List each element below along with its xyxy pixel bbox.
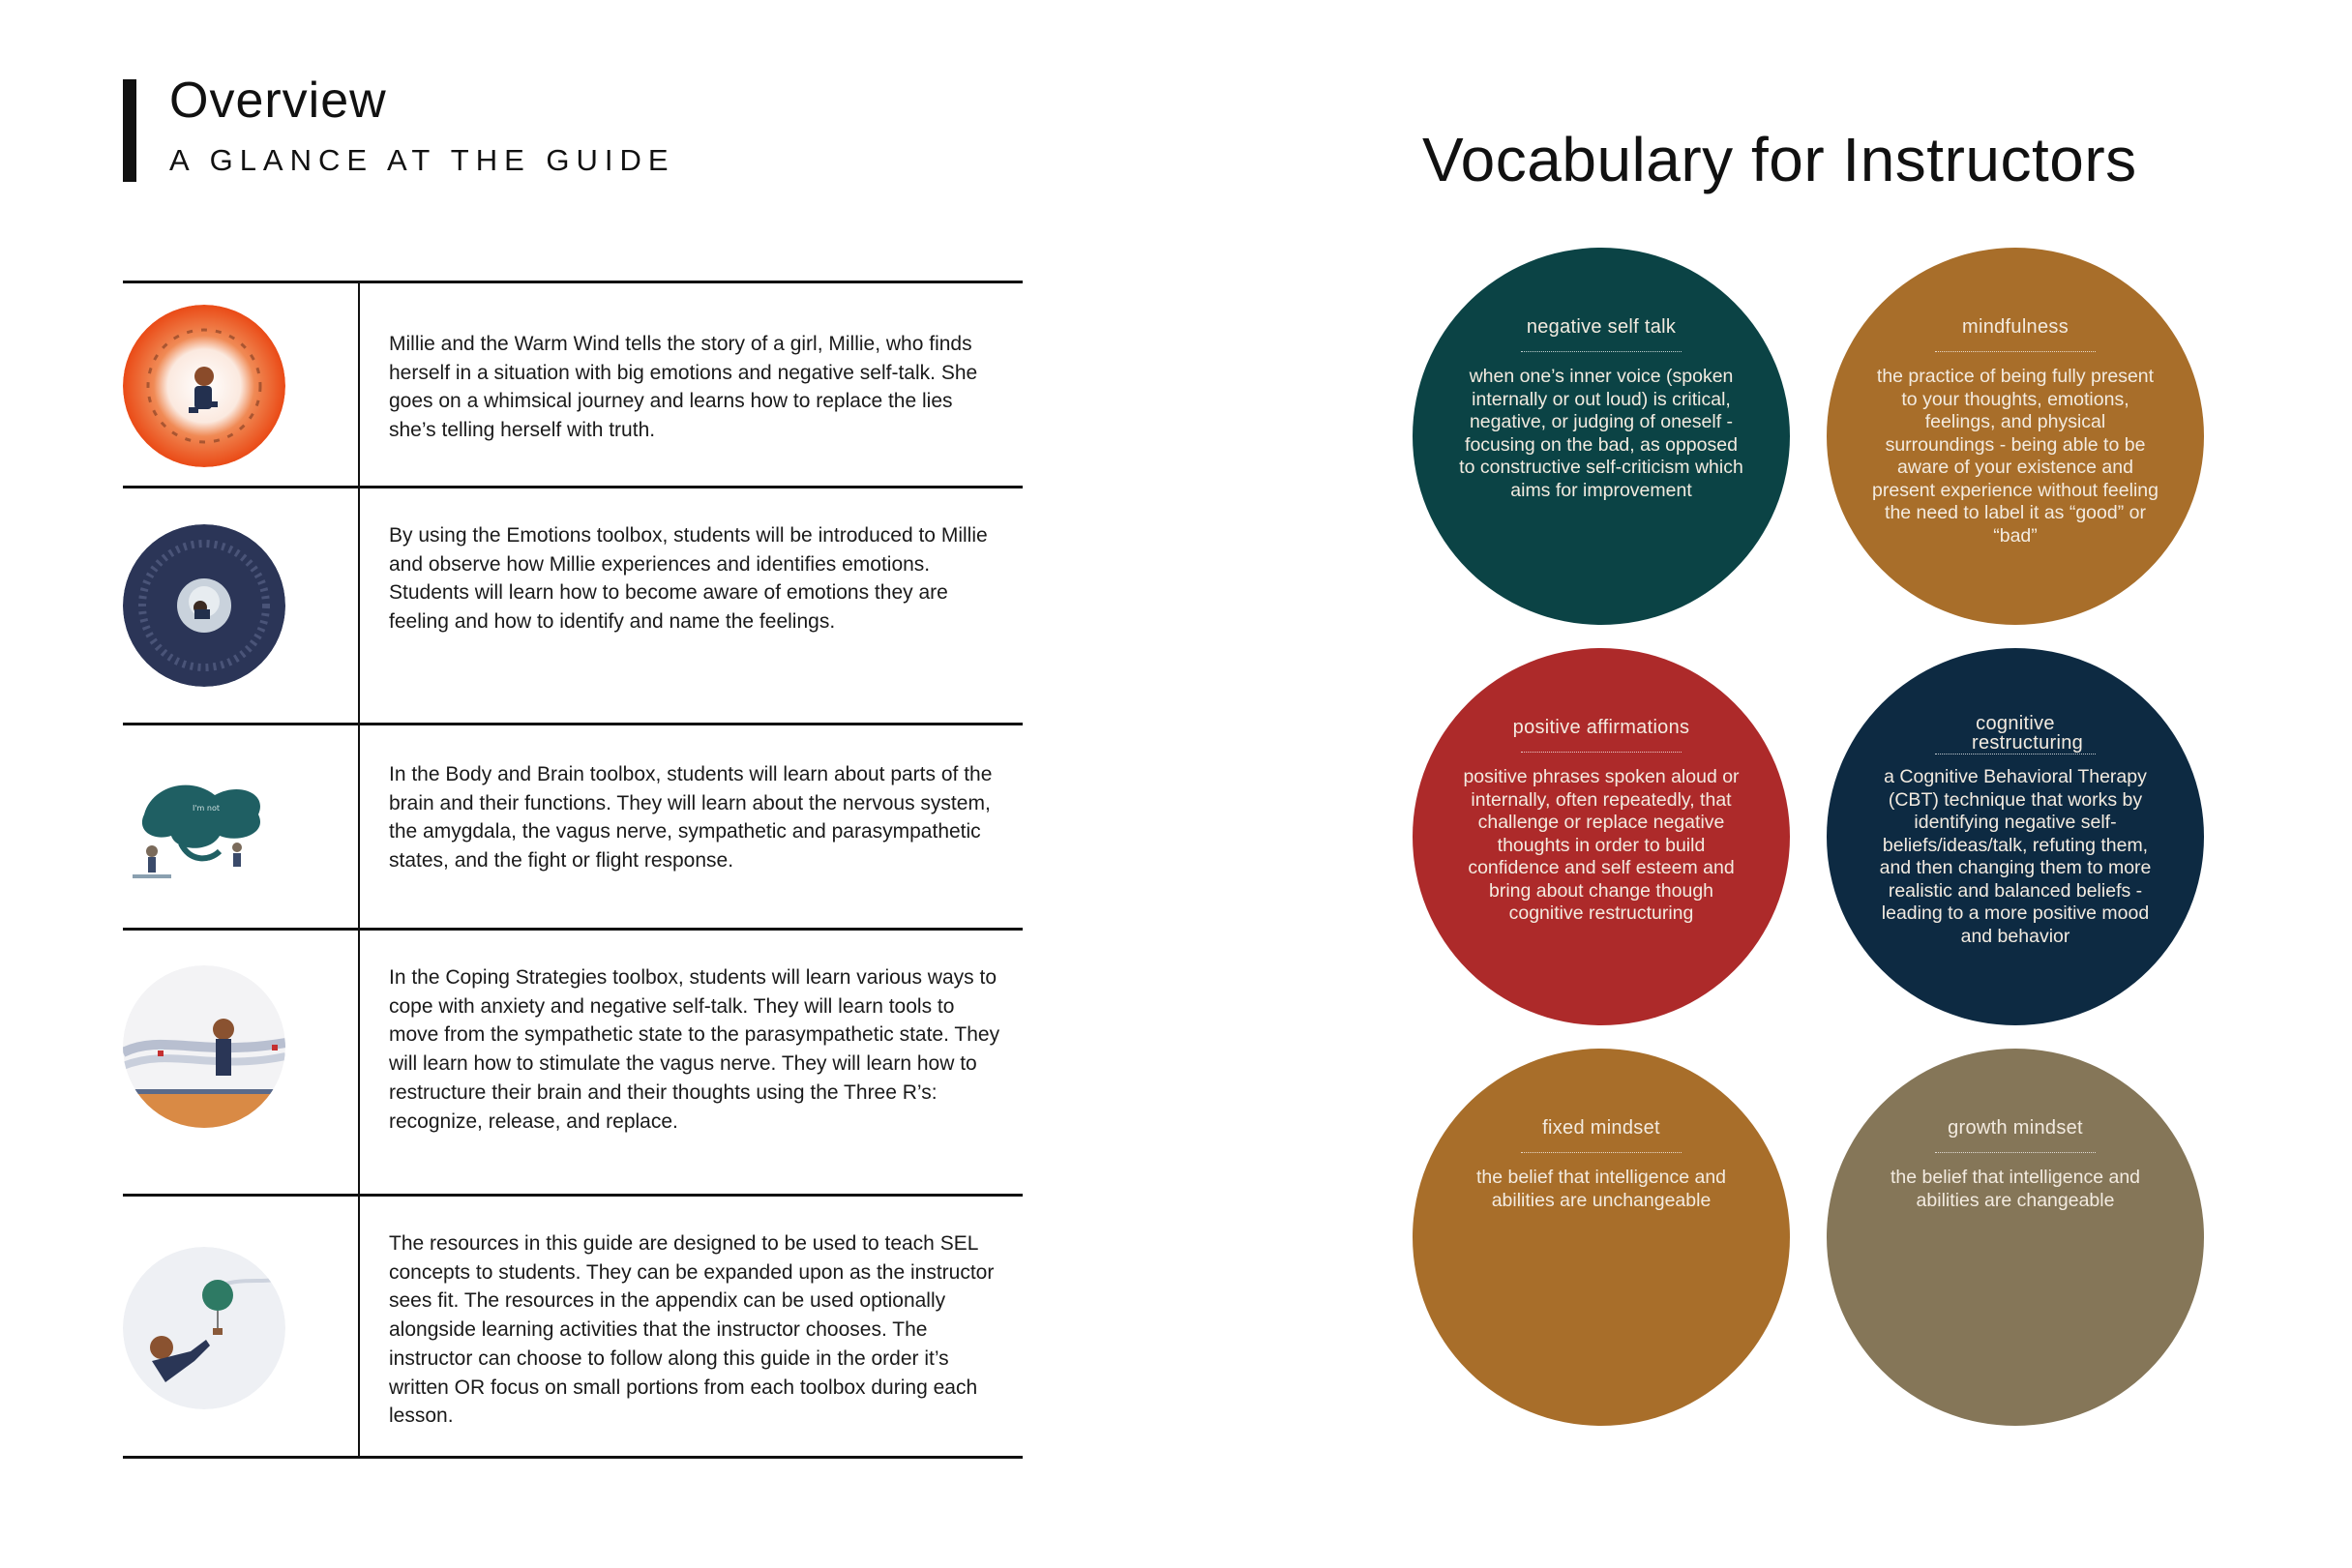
vocab-definition: the belief that intelligence and abilities are unchangeable	[1475, 1167, 1727, 1211]
page-subtitle: A GLANCE AT THE GUIDE	[169, 143, 675, 177]
overview-table	[123, 281, 1023, 1459]
overview-row-coping	[123, 928, 1023, 1194]
row-divider	[358, 283, 360, 486]
vocab-definition: a Cognitive Behavioral Therapy (CBT) technique that works by identifying negative self-beliefs/ideas/talk, refuting them, and then changing them to more realistic and balanced beliefs - leading to a more positive mood and behavior	[1879, 766, 2152, 947]
row-divider	[358, 725, 360, 928]
vocab-divider	[1521, 752, 1682, 753]
header-accent-bar	[123, 79, 136, 182]
vocab-definition: the belief that intelligence and abilities are changeable	[1890, 1167, 2141, 1211]
emotions-toolbox-illustration	[123, 524, 285, 687]
row-divider	[358, 931, 360, 1194]
vocab-circle-positive-affirmations	[1413, 648, 1790, 1025]
vocab-divider	[1935, 351, 2096, 352]
vocab-term: positive affirmations	[1512, 717, 1690, 738]
vocab-divider	[1521, 351, 1682, 352]
overview-row-emotions	[123, 486, 1023, 723]
coping-strategies-toolbox-illustration	[123, 965, 285, 1128]
vocab-definition: positive phrases spoken aloud or internally, often repeatedly, that challenge or replace negative thoughts in order to build confidence and self esteem and bring about change though cognitive restructuring	[1463, 766, 1740, 924]
vocab-term: fixed mindset	[1542, 1117, 1660, 1139]
vocab-term: mindfulness	[1961, 316, 2069, 338]
vocab-definition: when one’s inner voice (spoken internally or out loud) is critical, negative, or judging of oneself - focusing on the bad, as opposed to constructive self-criticism which aims for improvement	[1459, 366, 1743, 501]
vocabulary-title: Vocabulary for Instructors	[1422, 125, 2137, 194]
vocab-circle-negative-self-talk	[1413, 248, 1790, 625]
overview-row-resources	[123, 1194, 1023, 1459]
vocab-circle-cognitive-restructuring	[1827, 648, 2204, 1025]
overview-row-text: The resources in this guide are designed to be used to teach SEL concepts to students. They can be expanded upon as the instructor sees fit. The resources in the appendix can be used optionally alongside learning activities that the instructor chooses. The instructor can choose to follow along this guide in the order it’s written OR focus on small portions from each toolbox during each lesson.	[389, 1232, 995, 1428]
row-divider	[358, 488, 360, 723]
overview-row-text: In the Coping Strategies toolbox, students will learn various ways to cope with anxiety and negative self-talk. They will learn tools to move from the sympathetic state to the parasympathetic state. They will learn how to stimulate the vagus nerve. They will learn how to restructure their brain and their thoughts using the Three R’s: recognize, release, and replace.	[389, 966, 1000, 1133]
millie-warm-wind-illustration	[123, 305, 285, 467]
overview-row-text: Millie and the Warm Wind tells the story of a girl, Millie, who finds herself in a situation with big emotions and negative self-talk. She goes on a whimsical journey and learns how to replace the lies she’s telling herself with truth.	[389, 333, 978, 442]
vocab-circle-mindfulness	[1827, 248, 2204, 625]
vocab-term: cognitive restructuring	[1972, 713, 2084, 754]
overview-row-text: In the Body and Brain toolbox, students will learn about parts of the brain and their functions. They will learn about the nervous system, the amygdala, the vagus nerve, sympathetic and parasympathetic states, and the fight or flight response.	[389, 763, 993, 873]
row-divider	[358, 1197, 360, 1456]
overview-row-body-brain	[123, 723, 1023, 928]
balloon-resources-illustration	[123, 1247, 285, 1409]
svg-text:I'm not: I'm not	[193, 804, 220, 813]
vocab-term: negative self talk	[1526, 316, 1677, 338]
body-brain-toolbox-illustration	[123, 747, 278, 909]
overview-row-story	[123, 281, 1023, 486]
page-title: Overview	[169, 73, 387, 129]
vocab-circle-fixed-mindset	[1413, 1049, 1790, 1426]
vocab-circle-growth-mindset	[1827, 1049, 2204, 1426]
vocab-definition: the practice of being fully present to your thoughts, emotions, feelings, and physical surroundings - being able to be aware of your existence and present experience without feeling the need to label it as “good” or “bad”	[1872, 366, 2158, 547]
vocab-term: growth mindset	[1948, 1117, 2083, 1139]
overview-row-text: By using the Emotions toolbox, students will be introduced to Millie and observe how Millie experiences and identifies emotions. Students will learn how to become aware of emotions they are feeling and how to identify and name the feelings.	[389, 524, 988, 634]
vocab-divider	[1935, 1152, 2096, 1153]
vocab-divider	[1521, 1152, 1682, 1153]
